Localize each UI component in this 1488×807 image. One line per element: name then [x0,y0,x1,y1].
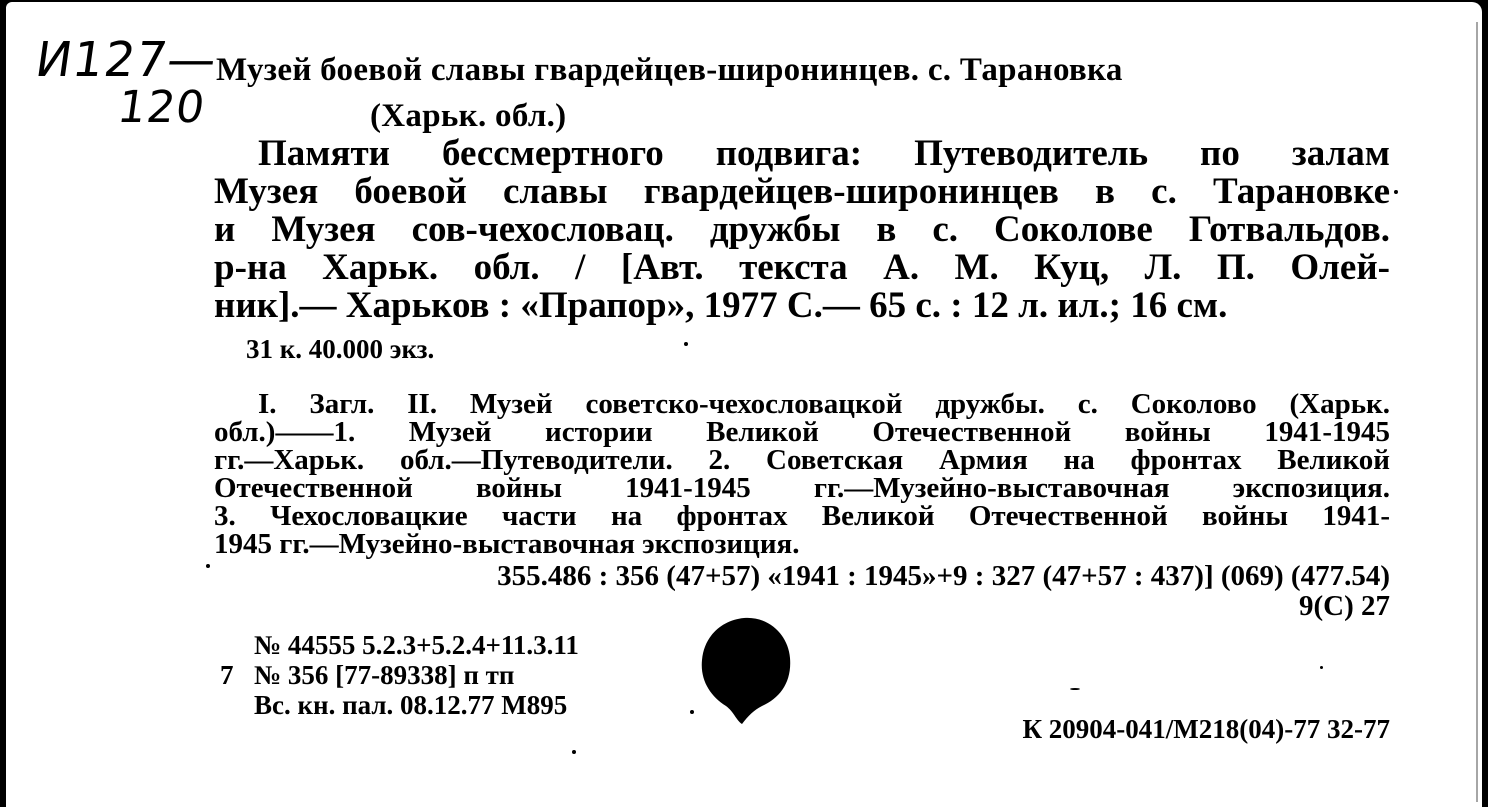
ink-blot [696,612,796,732]
udc-index: 355.486 : 356 (47+57) «1941 : 1945»+9 : 327 (47+57 : 437)] (069) (477.54) [497,560,1390,592]
tracing-line-4: Отечественной войны 1941-1945 гг.—Музейно-выставочная экспозиция. [214,472,1390,504]
heading-line-2: (Харьк. обл.) [370,98,567,134]
title-line-4: р-на Харьк. обл. / [Авт. текста А. М. Куц, Л. П. Олей- [214,247,1390,288]
bbk-index: 9(С) 27 [1298,590,1390,622]
scan-speck [1320,666,1323,669]
scan-speck [1070,688,1080,690]
handwritten-shelfmark-top: И127— [32,32,221,88]
price-line: 31 к. 40.000 экз. [246,334,435,364]
title-line-5: ник].— Харьков : «Прапор», 1977 С.— 65 с. : 12 л. ил.; 16 см. [214,285,1228,326]
tracing-line-6: 1945 гг.—Музейно-выставочная экспозиция. [214,528,800,560]
publisher-code: К 20904-041/М218(04)-77 32-77 [1022,714,1390,744]
scan-speck [206,564,210,568]
registration-number: № 356 [77-89338] п тп [254,660,515,690]
scan-speck [1394,190,1398,194]
tracing-line-5: 3. Чехословацкие части на фронтах Великой Отечественной войны 1941- [214,500,1390,532]
tracing-line-1: I. Загл. II. Музей советско-чехословацкой дружбы. с. Соколово (Харьк. [258,388,1390,420]
chamber-record: Вс. кн. пал. 08.12.77 М895 [254,690,568,720]
title-line-2: Музея боевой славы гвардейцев-широнинцев в с. Тарановке [214,171,1390,212]
scan-speck [684,342,688,346]
title-line-1: Памяти бессмертного подвига: Путеводитель по залам [258,133,1390,174]
copy-count: 7 [220,660,234,690]
card-number: № 44555 5.2.3+5.2.4+11.3.11 [254,630,579,660]
tracing-line-3: гг.—Харьк. обл.—Путеводители. 2. Советская Армия на фронтах Великой [214,444,1390,476]
card-right-edge [1476,22,1478,802]
scan-speck [690,710,694,714]
tracing-line-2: обл.)——1. Музей истории Великой Отечественной войны 1941-1945 [214,416,1390,448]
handwritten-shelfmark-bottom: 120 [114,82,209,133]
scan-speck [572,750,576,754]
catalog-card [6,2,1482,807]
heading-line-1: Музей боевой славы гвардейцев-широнинцев. с. Тарановка [216,52,1123,88]
title-line-3: и Музея сов-чехословац. дружбы в с. Соколове Готвальдов. [214,209,1390,250]
